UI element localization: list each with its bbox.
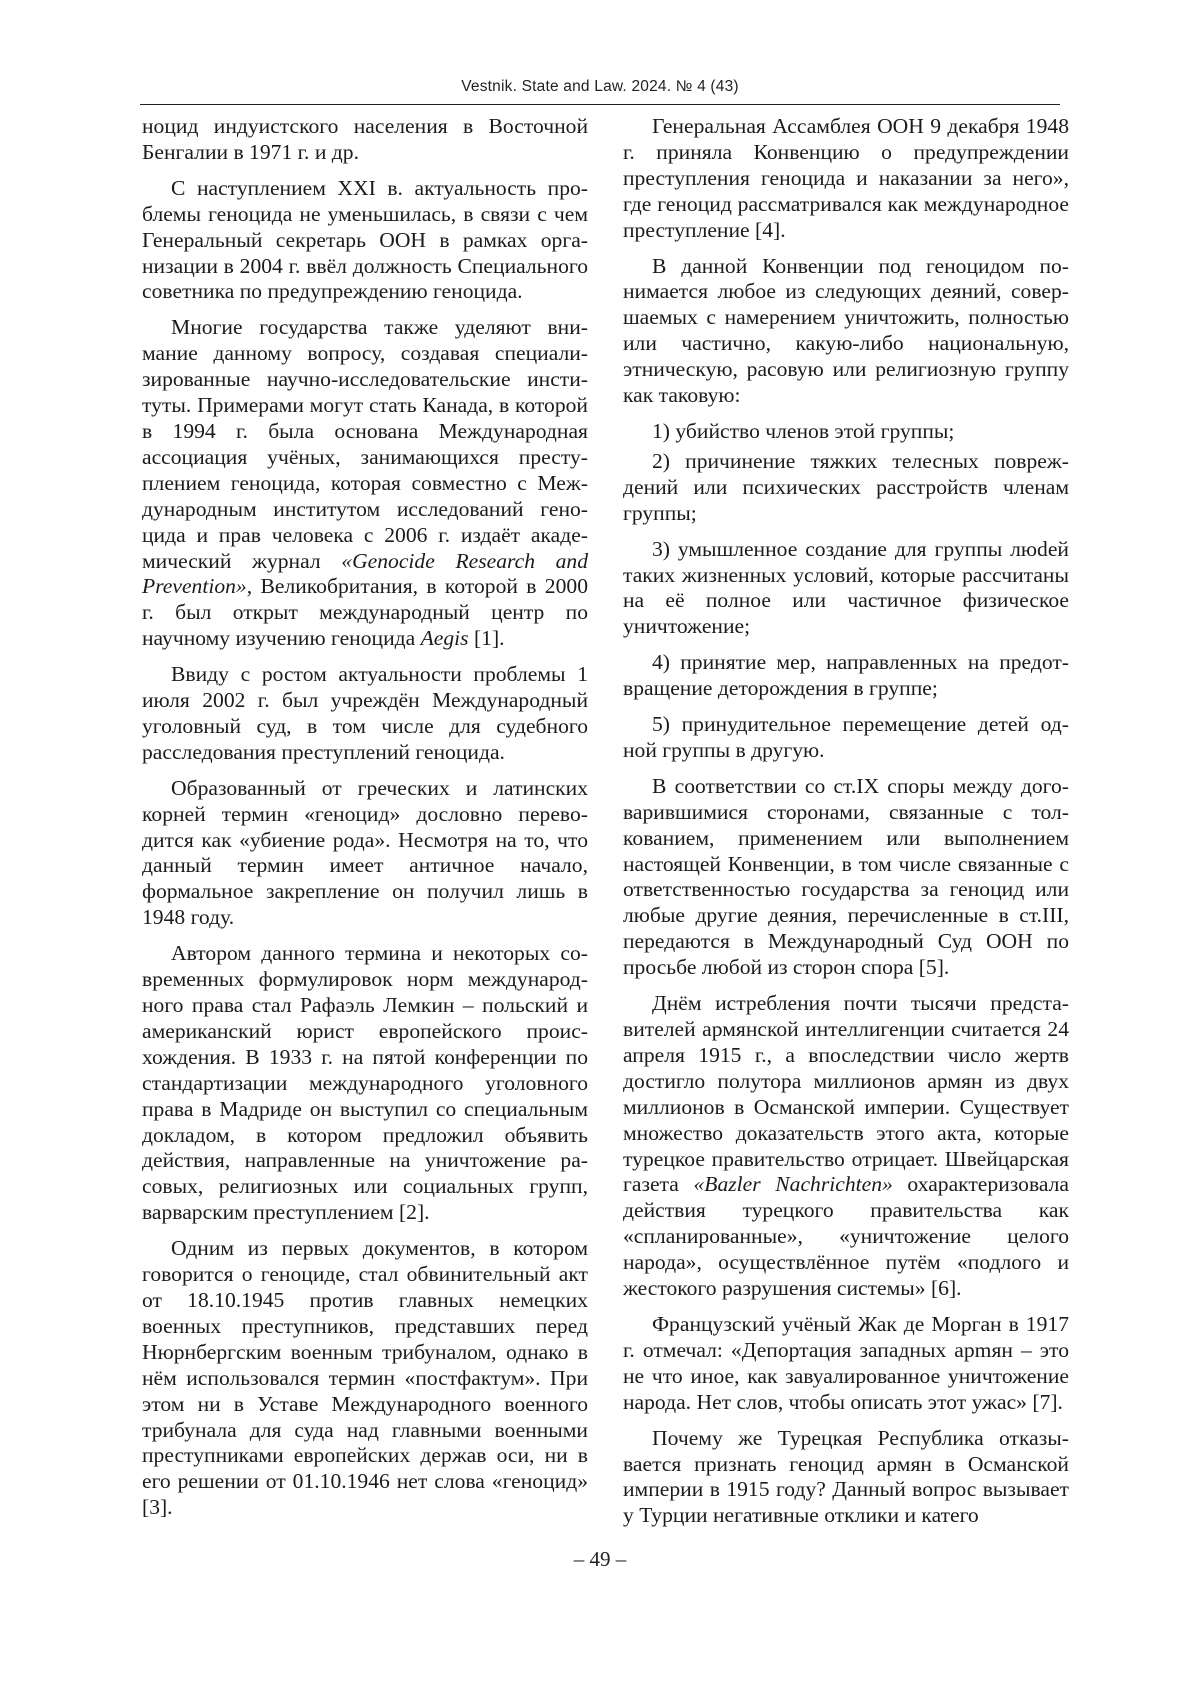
paragraph — [623, 419, 1069, 445]
paragraph — [623, 449, 1069, 527]
paragraph — [142, 941, 588, 1226]
paragraph — [623, 991, 1069, 1302]
text-run: 5) принудительное перемещение детей одной группы в другую. — [623, 712, 1069, 762]
text-run: 1) убийство членов этой группы; — [652, 418, 955, 443]
paragraph — [623, 537, 1069, 641]
left-column — [142, 114, 588, 1531]
italic-text: «Genocide Research and Prevention» — [142, 548, 589, 599]
right-column — [623, 114, 1069, 1539]
text-run: Одним из первых документов, в котором говорится о геноциде, стал обвинительный акт от 18.10.1945 против главных немецких военных преступников, представших перед Нюрнбергским военным трибуналом, однако в нём использовался термин «постфактум». При этом ни в Уставе Международного военного трибунала для суда над главными военными преступниками европейских держав оси, ни в его решении от 01.10.1946 нет слова «геноцид» [3]. — [142, 1236, 588, 1520]
text-run: Автором данного термина и некоторых современных формулировок норм международного права стал Рафаэль Лемкин – польский и американский юрист европейского происхождения. В 1933 г. на пятой конференции по стандартизации международного уголовного права в Мадриде он выступил со специальным докладом, в котором предложил объявить действия, направленные на уничтожение расовых, религиозных или социальных групп, варварским преступлением [2]. — [142, 941, 588, 1225]
paragraph — [623, 650, 1069, 702]
text-run: В соответствии со ст.IX споры между договарившимися сторонами, связанные с толкованием, применением или выполнением настоящей Конвенции, в том числе связанные с ответственностью государства за геноцид или любые другие деяния, перечисленные в ст.III, передаются в Международный Суд ООН по просьбе любой из сторон спора [5]. — [623, 773, 1069, 980]
text-run: Днём истребления почти тысячи представителей армянской интеллигенции считается 24 апреля 1915 г., а впоследствии число жертв достигло полутора миллионов армян из двух миллионов в Османской империи. Существует множество доказательств этого акта, которые турецкое правительство отрицает. Швейцарская газета — [623, 991, 1069, 1197]
paragraph — [142, 662, 588, 766]
paragraph — [623, 114, 1069, 244]
text-run: 2) причинение тяжких телесных повреждений или психических расстройств членам группы; — [623, 448, 1069, 525]
paragraph — [623, 1426, 1069, 1530]
running-header: Vestnik. State and Law. 2024. № 4 (43) — [461, 78, 739, 95]
paragraph — [142, 1236, 588, 1521]
text-run: 3) умышленное создание для группы люdей таких жизненных условий, которые рассчитаны на её полное или частичное физическое уничтожение; — [623, 536, 1069, 639]
paragraph — [142, 176, 588, 306]
text-run: Ввиду с ростом актуальности проблемы 1 июля 2002 г. был учреждён Международный уголовный суд, в том числе для судебного расследования преступлений геноцида. — [142, 662, 588, 764]
text-run: [1]. — [468, 626, 505, 651]
header-rule — [140, 104, 1060, 105]
text-run: 4) принятие мер, направленных на предотвращение деторождения в группе; — [623, 650, 1069, 701]
paragraph — [142, 776, 588, 931]
paragraph — [623, 774, 1069, 981]
text-run: С наступлением XXI в. актуальность проблемы геноцида не уменьшилась, в связи с чем Генеральный секретарь ООН в рамках организации в 2004 г. ввёл должность Специального советника по предупреждению геноцида. — [142, 175, 588, 304]
page-number: – 49 – — [573, 1547, 627, 1571]
text-run: В данной Конвенции под геноцидом понимается любое из следующих деяний, совершаемых с намерением уничтожить, полностью или частично, какую-либо национальную, этническую, расовую или религиозную группу как таковую: — [623, 253, 1069, 408]
italic-text: «Bazler Nachrichten» — [693, 1172, 893, 1197]
text-run: ноцид индуистского населения в Восточной Бенгалии в 1971 г. и др. — [142, 114, 588, 164]
paragraph — [623, 712, 1069, 764]
italic-text: Aegis — [420, 626, 469, 651]
text-run: Многие государства также уделяют внимание данному вопросу, создавая специализированные научно-исследовательские институты. Примерами могут стать Канада, в которой в 1994 г. была основана Международная ассоциация учёных, занимающихся преступлением геноцида, которая совместно с Международным институтом исследований геноцида и прав человека с 2006 г. издаёт академический журнал — [142, 315, 588, 573]
paragraph — [142, 315, 588, 652]
paragraph — [623, 1312, 1069, 1416]
text-run: , Великобритания, в которой в 2000 г. был открыт международный центр по научному изучению геноцида — [142, 574, 588, 651]
text-run: охарактеризовала действия турецкого правительства как «спланированные», «уничтожение целого народа», осуществлённое путём «подлого и жестокого разрушения системы» [6]. — [623, 1172, 1069, 1301]
text-run: Образованный от греческих и латинских корней термин «геноцид» дословно переводится как «убиение рода». Несмотря на то, что данный термин имеет античное начало, формальное закрепление он получил лишь в 1948 году. — [142, 775, 588, 930]
paragraph — [623, 254, 1069, 409]
paragraph — [142, 114, 588, 166]
text-run: Французский учёный Жак де Морган в 1917 г. отмечал: «Депортация западных арmян – это не что иное, как завуалированное уничтожение народа. Нет слов, чтобы описать этот ужас» [7]. — [623, 1311, 1069, 1414]
text-run: Почему же Турецкая Республика отказывается признать геноцид армян в Османской империи в 1915 году? Данный вопрос вызывает у Турции негативные отклики и катего — [623, 1425, 1069, 1528]
text-run: Генеральная Ассамблея ООН 9 декабря 1948 г. приняла Конвенцию о предупреждении преступления геноцида и наказании за него», где геноцид рассматривался как международное преступление [4]. — [623, 114, 1069, 242]
